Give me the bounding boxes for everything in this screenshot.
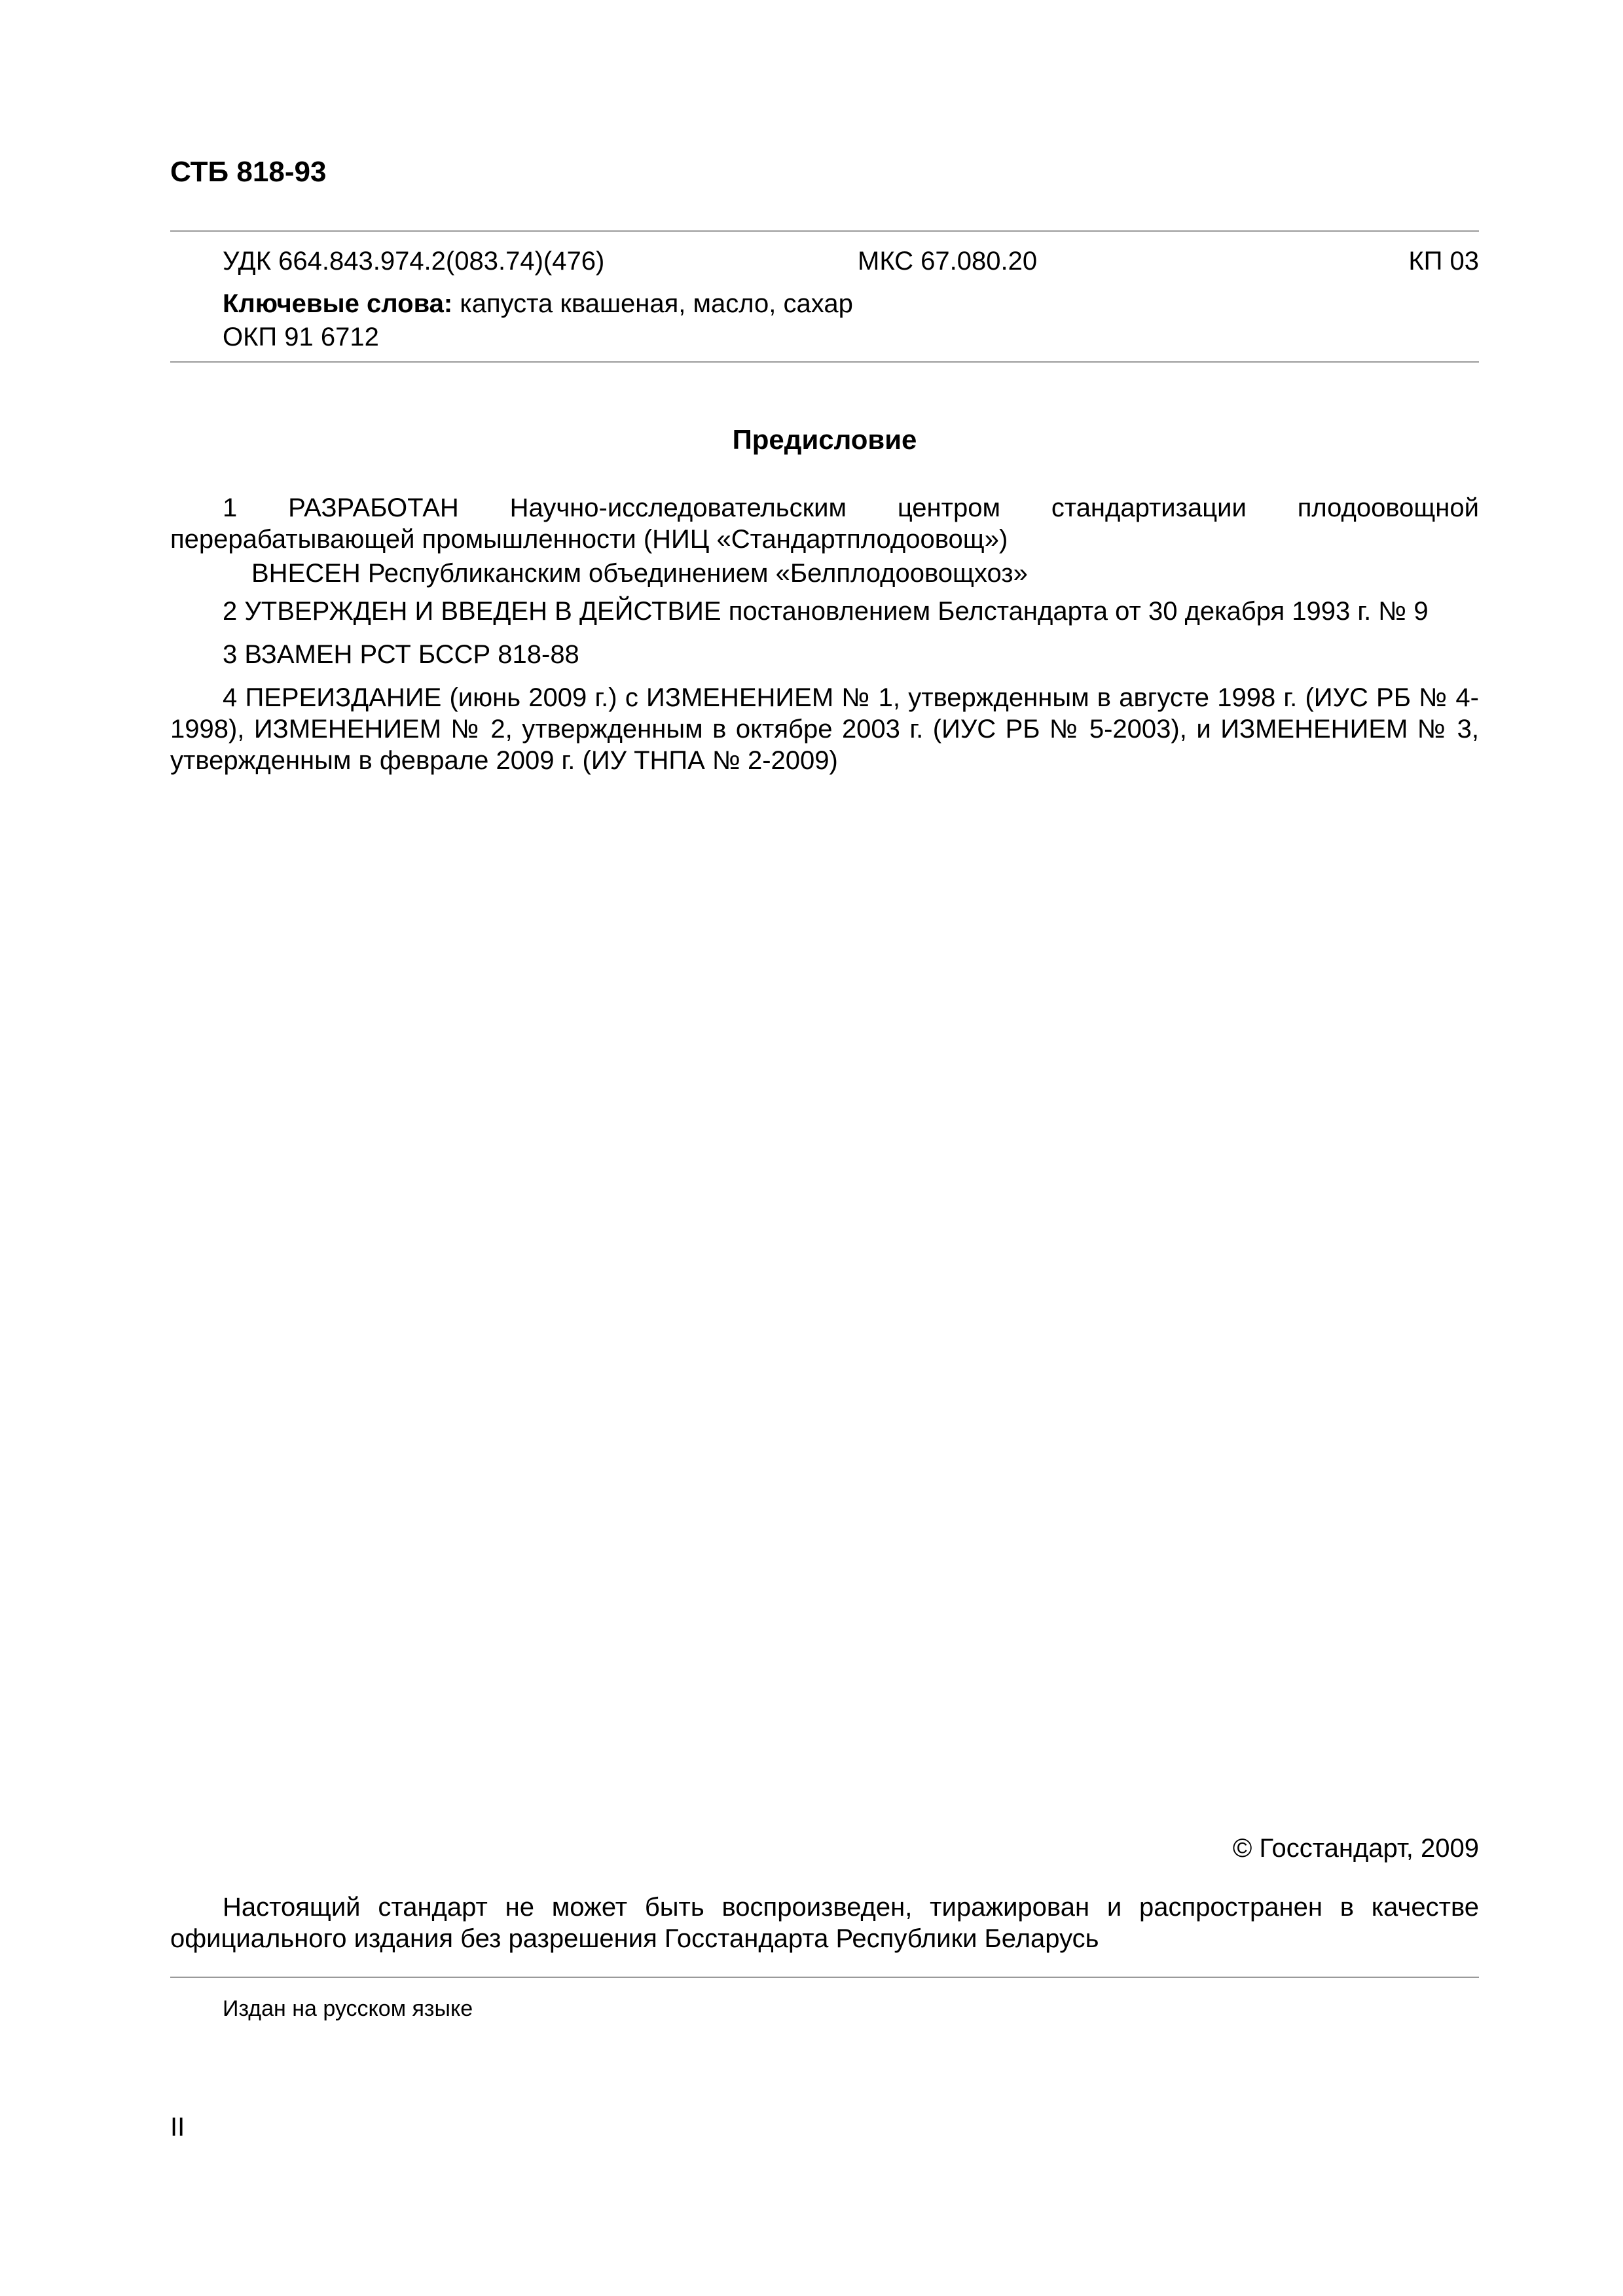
- footer-divider: [170, 1977, 1479, 1978]
- foreword-item-2: 2 УТВЕРЖДЕН И ВВЕДЕН В ДЕЙСТВИЕ постановлением Белстандарта от 30 декабря 1993 г. № 9: [223, 597, 1429, 626]
- okp-code: ОКП 91 6712: [223, 323, 379, 351]
- copyright: © Госстандарт, 2009: [1232, 1834, 1479, 1863]
- top-divider: [170, 230, 1479, 232]
- reproduction-notice: Настоящий стандарт не может быть воспроизведен, тиражирован и распространен в качестве официального издания без разрешения Госстандарта Республики Беларусь: [170, 1893, 1479, 1953]
- keywords-label: Ключевые слова:: [223, 289, 453, 318]
- mks-code: МКС 67.080.20: [858, 247, 1038, 276]
- kp-code: КП 03: [1408, 247, 1479, 276]
- page-number: II: [170, 2113, 185, 2142]
- publication-language: Издан на русском языке: [223, 1996, 473, 2021]
- keywords-value: капуста квашеная, масло, сахар: [452, 289, 853, 318]
- udk-code: УДК 664.843.974.2(083.74)(476): [223, 247, 605, 276]
- foreword-item-4: 4 ПЕРЕИЗДАНИЕ (июнь 2009 г.) с ИЗМЕНЕНИЕМ № 1, утвержденным в августе 1998 г. (ИУС РБ № 4-1998), ИЗМЕНЕНИЕМ № 2, утвержденным в октябре 2003 г. (ИУС РБ № 5-2003), и ИЗМЕНЕНИЕМ № 3, утвержденным в феврале 2009 г. (ИУ ТНПА № 2-2009): [170, 683, 1479, 775]
- foreword-item-1-submitted: ВНЕСЕН Республиканским объединением «Белплодоовощхоз»: [251, 559, 1028, 588]
- foreword-item-1: 1 РАЗРАБОТАН Научно-исследовательским центром стандартизации плодоовощной перерабатывающей промышленности (НИЦ «Стандартплодоовощ»): [170, 493, 1479, 554]
- foreword-title: Предисловие: [732, 424, 917, 455]
- meta-divider: [170, 361, 1479, 363]
- foreword-item-3: 3 ВЗАМЕН РСТ БССР 818-88: [223, 640, 579, 669]
- keywords-line: [223, 286, 853, 321]
- document-code: СТБ 818-93: [170, 156, 327, 188]
